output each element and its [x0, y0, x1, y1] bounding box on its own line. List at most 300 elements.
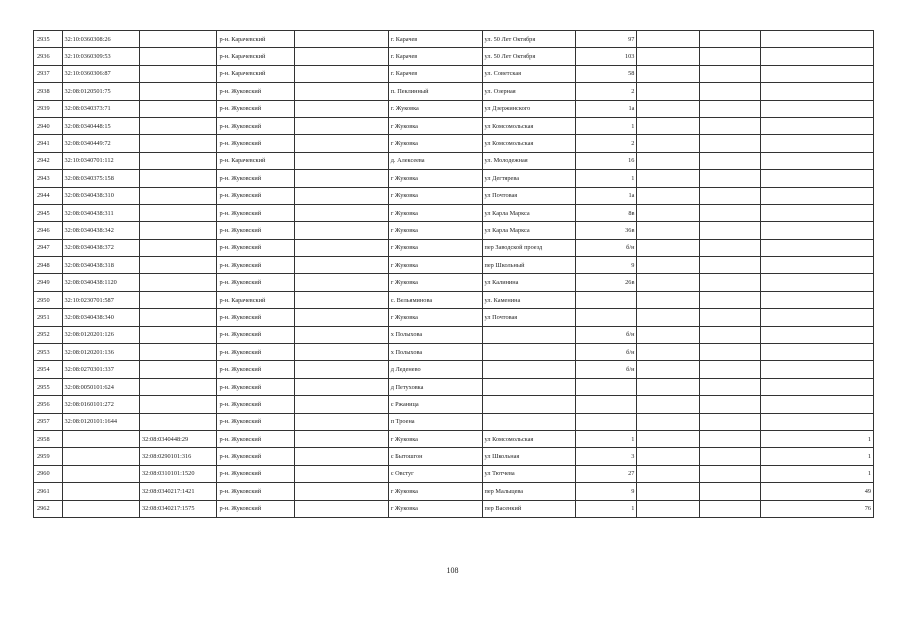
cell-extra	[637, 117, 699, 134]
cell-locality: г Жуковка	[388, 204, 482, 221]
cell-locality: г. Карачев	[388, 31, 482, 48]
table-row	[34, 222, 874, 239]
cell-cadastral-number-2	[140, 309, 217, 326]
cell-house: 9	[576, 483, 637, 500]
cell-house	[576, 378, 637, 395]
table-row	[34, 413, 874, 430]
cell-count	[760, 48, 873, 65]
cell-cadastral-number-2	[140, 117, 217, 134]
cell-cadastral-number-2	[140, 239, 217, 256]
cell-extra	[637, 448, 699, 465]
cell-locality: с Ржаница	[388, 396, 482, 413]
cell-row-number: 2956	[34, 396, 63, 413]
cell-empty	[294, 257, 388, 274]
cell-street: ул Почтовая	[482, 187, 576, 204]
cell-cadastral-number-2	[140, 152, 217, 169]
cell-cadastral-number: 32:10:0360308:26	[62, 31, 139, 48]
cell-extra	[637, 309, 699, 326]
cell-empty	[294, 413, 388, 430]
cell-locality: г Жуковка	[388, 222, 482, 239]
table-row	[34, 430, 874, 447]
cell-district: р-н. Жуковский	[217, 117, 294, 134]
cell-district: р-н. Жуковский	[217, 430, 294, 447]
cell-cadastral-number: 32:08:0050101:624	[62, 378, 139, 395]
cell-house: 1а	[576, 100, 637, 117]
cell-cadastral-number: 32:08:0120501:75	[62, 83, 139, 100]
cell-district: р-н. Жуковский	[217, 361, 294, 378]
cell-house: б/н	[576, 239, 637, 256]
cell-locality: г Жуковка	[388, 187, 482, 204]
cell-empty	[294, 117, 388, 134]
cell-count	[760, 274, 873, 291]
cell-empty	[699, 483, 760, 500]
cell-locality: г Жуковка	[388, 257, 482, 274]
cell-empty	[294, 222, 388, 239]
cell-district: р-н. Карачевский	[217, 291, 294, 308]
cell-locality: г Жуковка	[388, 500, 482, 517]
cell-street: ул Карла Маркса	[482, 222, 576, 239]
cell-empty	[294, 309, 388, 326]
cell-row-number: 2948	[34, 257, 63, 274]
cell-extra	[637, 344, 699, 361]
table-row	[34, 448, 874, 465]
cell-empty	[294, 378, 388, 395]
cell-street	[482, 361, 576, 378]
cell-house: 2	[576, 135, 637, 152]
cell-row-number: 2954	[34, 361, 63, 378]
cell-empty	[699, 83, 760, 100]
cell-extra	[637, 204, 699, 221]
cell-count	[760, 117, 873, 134]
cell-house: 27	[576, 465, 637, 482]
cell-cadastral-number-2	[140, 100, 217, 117]
cell-locality: г Жуковка	[388, 239, 482, 256]
cell-empty	[294, 430, 388, 447]
cell-street: ул. Молодежная	[482, 152, 576, 169]
cell-count	[760, 361, 873, 378]
cell-district: р-н. Жуковский	[217, 309, 294, 326]
cell-cadastral-number	[62, 483, 139, 500]
cell-empty	[699, 239, 760, 256]
cell-house: 36в	[576, 222, 637, 239]
cell-locality: п. Пеклинный	[388, 83, 482, 100]
cell-locality: с Овстуг	[388, 465, 482, 482]
cell-row-number: 2939	[34, 100, 63, 117]
cell-empty	[699, 413, 760, 430]
cell-cadastral-number-2	[140, 326, 217, 343]
cell-house: 1а	[576, 187, 637, 204]
cell-empty	[294, 65, 388, 82]
cell-cadastral-number: 32:08:0340373:71	[62, 100, 139, 117]
cell-cadastral-number: 32:08:0340449:72	[62, 135, 139, 152]
cell-row-number: 2946	[34, 222, 63, 239]
cell-house: 2	[576, 83, 637, 100]
cell-empty	[699, 187, 760, 204]
cell-row-number: 2958	[34, 430, 63, 447]
cell-row-number: 2961	[34, 483, 63, 500]
cell-row-number: 2959	[34, 448, 63, 465]
cell-cadastral-number-2	[140, 413, 217, 430]
cell-locality: г Жуковка	[388, 117, 482, 134]
document-table	[33, 30, 874, 518]
cell-cadastral-number: 32:08:0160101:272	[62, 396, 139, 413]
cell-empty	[699, 65, 760, 82]
cell-district: р-н. Жуковский	[217, 483, 294, 500]
cell-row-number: 2941	[34, 135, 63, 152]
cell-empty	[294, 83, 388, 100]
cell-district: р-н. Жуковский	[217, 448, 294, 465]
cell-cadastral-number	[62, 465, 139, 482]
table-row	[34, 274, 874, 291]
cell-count	[760, 222, 873, 239]
cell-district: р-н. Жуковский	[217, 378, 294, 395]
cell-cadastral-number: 32:08:0340438:372	[62, 239, 139, 256]
cell-row-number: 2935	[34, 31, 63, 48]
cell-empty	[699, 31, 760, 48]
cell-cadastral-number-2	[140, 31, 217, 48]
cell-house: 97	[576, 31, 637, 48]
cell-extra	[637, 326, 699, 343]
cell-street: ул Дзержинского	[482, 100, 576, 117]
cell-cadastral-number-2	[140, 48, 217, 65]
cell-empty	[699, 170, 760, 187]
cell-empty	[699, 291, 760, 308]
cell-empty	[699, 309, 760, 326]
cell-row-number: 2938	[34, 83, 63, 100]
cell-row-number: 2945	[34, 204, 63, 221]
table-row	[34, 100, 874, 117]
table-row	[34, 31, 874, 48]
cell-street: ул Тютчева	[482, 465, 576, 482]
cell-empty	[699, 152, 760, 169]
cell-street: ул Дегтярева	[482, 170, 576, 187]
cell-row-number: 2960	[34, 465, 63, 482]
cell-empty	[699, 396, 760, 413]
cell-extra	[637, 222, 699, 239]
cell-cadastral-number-2	[140, 396, 217, 413]
cell-extra	[637, 83, 699, 100]
cell-district: р-н. Жуковский	[217, 187, 294, 204]
cell-row-number: 2944	[34, 187, 63, 204]
cell-count	[760, 239, 873, 256]
cell-count	[760, 187, 873, 204]
cell-empty	[699, 135, 760, 152]
cell-count	[760, 170, 873, 187]
cell-cadastral-number-2	[140, 83, 217, 100]
cell-row-number: 2947	[34, 239, 63, 256]
cell-empty	[294, 326, 388, 343]
cell-count	[760, 413, 873, 430]
cell-cadastral-number	[62, 500, 139, 517]
cell-extra	[637, 257, 699, 274]
cell-cadastral-number-2	[140, 378, 217, 395]
cell-cadastral-number: 32:08:0120201:126	[62, 326, 139, 343]
cell-count	[760, 291, 873, 308]
cell-empty	[294, 396, 388, 413]
cell-empty	[294, 100, 388, 117]
cell-empty	[699, 274, 760, 291]
cell-cadastral-number-2	[140, 187, 217, 204]
cell-count	[760, 65, 873, 82]
cell-count: 49	[760, 483, 873, 500]
cell-extra	[637, 135, 699, 152]
cell-empty	[294, 291, 388, 308]
cell-extra	[637, 239, 699, 256]
cell-locality: г Жуковка	[388, 483, 482, 500]
cell-empty	[294, 448, 388, 465]
table-row	[34, 239, 874, 256]
cell-cadastral-number-2: 32:08:0310101:1520	[140, 465, 217, 482]
cell-empty	[699, 378, 760, 395]
cell-cadastral-number: 32:08:0340438:340	[62, 309, 139, 326]
cell-empty	[294, 204, 388, 221]
cell-empty	[699, 117, 760, 134]
cell-empty	[294, 152, 388, 169]
cell-street	[482, 326, 576, 343]
cell-extra	[637, 396, 699, 413]
cell-district: р-н. Карачевский	[217, 65, 294, 82]
cell-row-number: 2955	[34, 378, 63, 395]
cell-district: р-н. Жуковский	[217, 257, 294, 274]
cell-count	[760, 309, 873, 326]
cell-extra	[637, 291, 699, 308]
cell-locality: д. Алексеева	[388, 152, 482, 169]
cell-cadastral-number: 32:10:0360309:53	[62, 48, 139, 65]
cell-locality: с. Вельяминова	[388, 291, 482, 308]
table-row	[34, 483, 874, 500]
cell-cadastral-number-2	[140, 222, 217, 239]
cell-cadastral-number-2: 32:08:0340448:29	[140, 430, 217, 447]
cell-extra	[637, 413, 699, 430]
cell-district: р-н. Жуковский	[217, 83, 294, 100]
cell-district: р-н. Жуковский	[217, 100, 294, 117]
cell-street: ул. Советская	[482, 65, 576, 82]
cell-district: р-н. Карачевский	[217, 31, 294, 48]
table-row	[34, 291, 874, 308]
table-row	[34, 257, 874, 274]
cell-row-number: 2951	[34, 309, 63, 326]
cell-cadastral-number: 32:08:0120201:136	[62, 344, 139, 361]
cell-count: 1	[760, 448, 873, 465]
cell-street: пер Заводской проезд	[482, 239, 576, 256]
cell-district: р-н. Карачевский	[217, 48, 294, 65]
cell-house: 58	[576, 65, 637, 82]
cell-cadastral-number-2	[140, 170, 217, 187]
cell-district: р-н. Жуковский	[217, 326, 294, 343]
cell-count	[760, 135, 873, 152]
cell-row-number: 2942	[34, 152, 63, 169]
table-row	[34, 48, 874, 65]
cell-house: 26в	[576, 274, 637, 291]
cell-count	[760, 204, 873, 221]
cell-empty	[294, 465, 388, 482]
cell-count	[760, 344, 873, 361]
table-row	[34, 361, 874, 378]
cell-empty	[699, 500, 760, 517]
cell-house: 16	[576, 152, 637, 169]
cell-street: ул. 50 Лет Октября	[482, 31, 576, 48]
cell-cadastral-number-2	[140, 344, 217, 361]
cell-cadastral-number-2: 32:08:0340217:1421	[140, 483, 217, 500]
cell-street: ул. 50 Лет Октября	[482, 48, 576, 65]
cell-street: ул Школьная	[482, 448, 576, 465]
cell-empty	[699, 326, 760, 343]
table-row	[34, 187, 874, 204]
cell-empty	[294, 31, 388, 48]
cell-locality: д Леденево	[388, 361, 482, 378]
cell-extra	[637, 483, 699, 500]
cell-house: б/н	[576, 326, 637, 343]
cell-cadastral-number: 32:10:0360306:87	[62, 65, 139, 82]
cell-empty	[699, 361, 760, 378]
cell-house	[576, 396, 637, 413]
table-row	[34, 500, 874, 517]
cell-house	[576, 291, 637, 308]
cell-district: р-н. Карачевский	[217, 152, 294, 169]
cell-cadastral-number: 32:08:0340438:1120	[62, 274, 139, 291]
cell-extra	[637, 500, 699, 517]
table-row	[34, 204, 874, 221]
cell-empty	[294, 239, 388, 256]
cell-district: р-н. Жуковский	[217, 135, 294, 152]
cell-house: 8в	[576, 204, 637, 221]
cell-row-number: 2943	[34, 170, 63, 187]
cell-house: 1	[576, 430, 637, 447]
cell-extra	[637, 65, 699, 82]
cell-locality: х Полыхова	[388, 344, 482, 361]
cell-street: пер Малыцева	[482, 483, 576, 500]
table-row	[34, 309, 874, 326]
cell-empty	[699, 257, 760, 274]
cell-row-number: 2953	[34, 344, 63, 361]
table-row	[34, 83, 874, 100]
cell-extra	[637, 100, 699, 117]
cell-count	[760, 31, 873, 48]
table-row	[34, 117, 874, 134]
cell-locality: г Жуковка	[388, 135, 482, 152]
cell-row-number: 2936	[34, 48, 63, 65]
cell-cadastral-number-2	[140, 135, 217, 152]
cell-locality: г. Карачев	[388, 48, 482, 65]
cell-house: 3	[576, 448, 637, 465]
table-row	[34, 65, 874, 82]
cell-locality: д Петуховка	[388, 378, 482, 395]
cell-extra	[637, 378, 699, 395]
cell-street	[482, 344, 576, 361]
cell-street	[482, 378, 576, 395]
cell-empty	[699, 204, 760, 221]
table-row	[34, 326, 874, 343]
cell-empty	[699, 344, 760, 361]
cell-district: р-н. Жуковский	[217, 274, 294, 291]
cell-locality: г. Карачев	[388, 65, 482, 82]
cell-house: б/н	[576, 361, 637, 378]
table-row	[34, 378, 874, 395]
cell-extra	[637, 187, 699, 204]
cell-house	[576, 413, 637, 430]
table-row	[34, 344, 874, 361]
table-row	[34, 152, 874, 169]
cell-extra	[637, 170, 699, 187]
cell-empty	[294, 187, 388, 204]
cell-street: пер Школьный	[482, 257, 576, 274]
cell-empty	[294, 48, 388, 65]
table-row	[34, 170, 874, 187]
cell-district: р-н. Жуковский	[217, 170, 294, 187]
cell-street: ул. Каменина	[482, 291, 576, 308]
cell-cadastral-number: 32:08:0340448:15	[62, 117, 139, 134]
cell-empty	[699, 465, 760, 482]
page-number: 108	[446, 566, 459, 575]
cell-cadastral-number: 32:08:0340438:310	[62, 187, 139, 204]
cell-count: 76	[760, 500, 873, 517]
cell-row-number: 2952	[34, 326, 63, 343]
cell-street: ул Почтовая	[482, 309, 576, 326]
cell-count: 1	[760, 430, 873, 447]
cell-count: 1	[760, 465, 873, 482]
cell-street: ул Комсомольская	[482, 117, 576, 134]
cell-row-number: 2940	[34, 117, 63, 134]
cell-empty	[294, 361, 388, 378]
cell-empty	[699, 48, 760, 65]
cell-locality: г Жуковка	[388, 309, 482, 326]
cell-street: пер Васенкий	[482, 500, 576, 517]
cell-street	[482, 413, 576, 430]
cell-cadastral-number-2: 32:08:0290101:316	[140, 448, 217, 465]
cell-house: 1	[576, 500, 637, 517]
cell-empty	[699, 448, 760, 465]
cell-district: р-н. Жуковский	[217, 239, 294, 256]
cell-extra	[637, 31, 699, 48]
cell-extra	[637, 465, 699, 482]
cell-empty	[699, 100, 760, 117]
cell-cadastral-number: 32:08:0120101:1644	[62, 413, 139, 430]
cell-district: р-н. Жуковский	[217, 344, 294, 361]
cell-count	[760, 396, 873, 413]
cell-cadastral-number: 32:08:0270301:337	[62, 361, 139, 378]
cell-cadastral-number: 32:08:0340438:311	[62, 204, 139, 221]
cell-row-number: 2937	[34, 65, 63, 82]
cell-house: 1	[576, 170, 637, 187]
cell-count	[760, 378, 873, 395]
cell-cadastral-number-2	[140, 257, 217, 274]
cell-cadastral-number: 32:10:0340701:112	[62, 152, 139, 169]
cell-empty	[294, 344, 388, 361]
cell-locality: х Полыхова	[388, 326, 482, 343]
cell-empty	[294, 483, 388, 500]
cell-house: 103	[576, 48, 637, 65]
cell-count	[760, 257, 873, 274]
cell-cadastral-number-2	[140, 65, 217, 82]
cell-count	[760, 326, 873, 343]
cell-locality: г Жуковка	[388, 170, 482, 187]
cell-district: р-н. Жуковский	[217, 204, 294, 221]
cell-cadastral-number-2	[140, 291, 217, 308]
cell-street: ул Калинина	[482, 274, 576, 291]
cell-cadastral-number: 32:08:0340375:158	[62, 170, 139, 187]
cell-count	[760, 152, 873, 169]
cell-district: р-н. Жуковский	[217, 465, 294, 482]
cell-street: ул. Озерная	[482, 83, 576, 100]
cell-count	[760, 83, 873, 100]
cell-empty	[699, 222, 760, 239]
cell-cadastral-number-2: 32:08:0340217:1575	[140, 500, 217, 517]
cell-extra	[637, 274, 699, 291]
cell-row-number: 2950	[34, 291, 63, 308]
cell-locality: г Жуковка	[388, 274, 482, 291]
table-row	[34, 396, 874, 413]
cell-empty	[699, 430, 760, 447]
